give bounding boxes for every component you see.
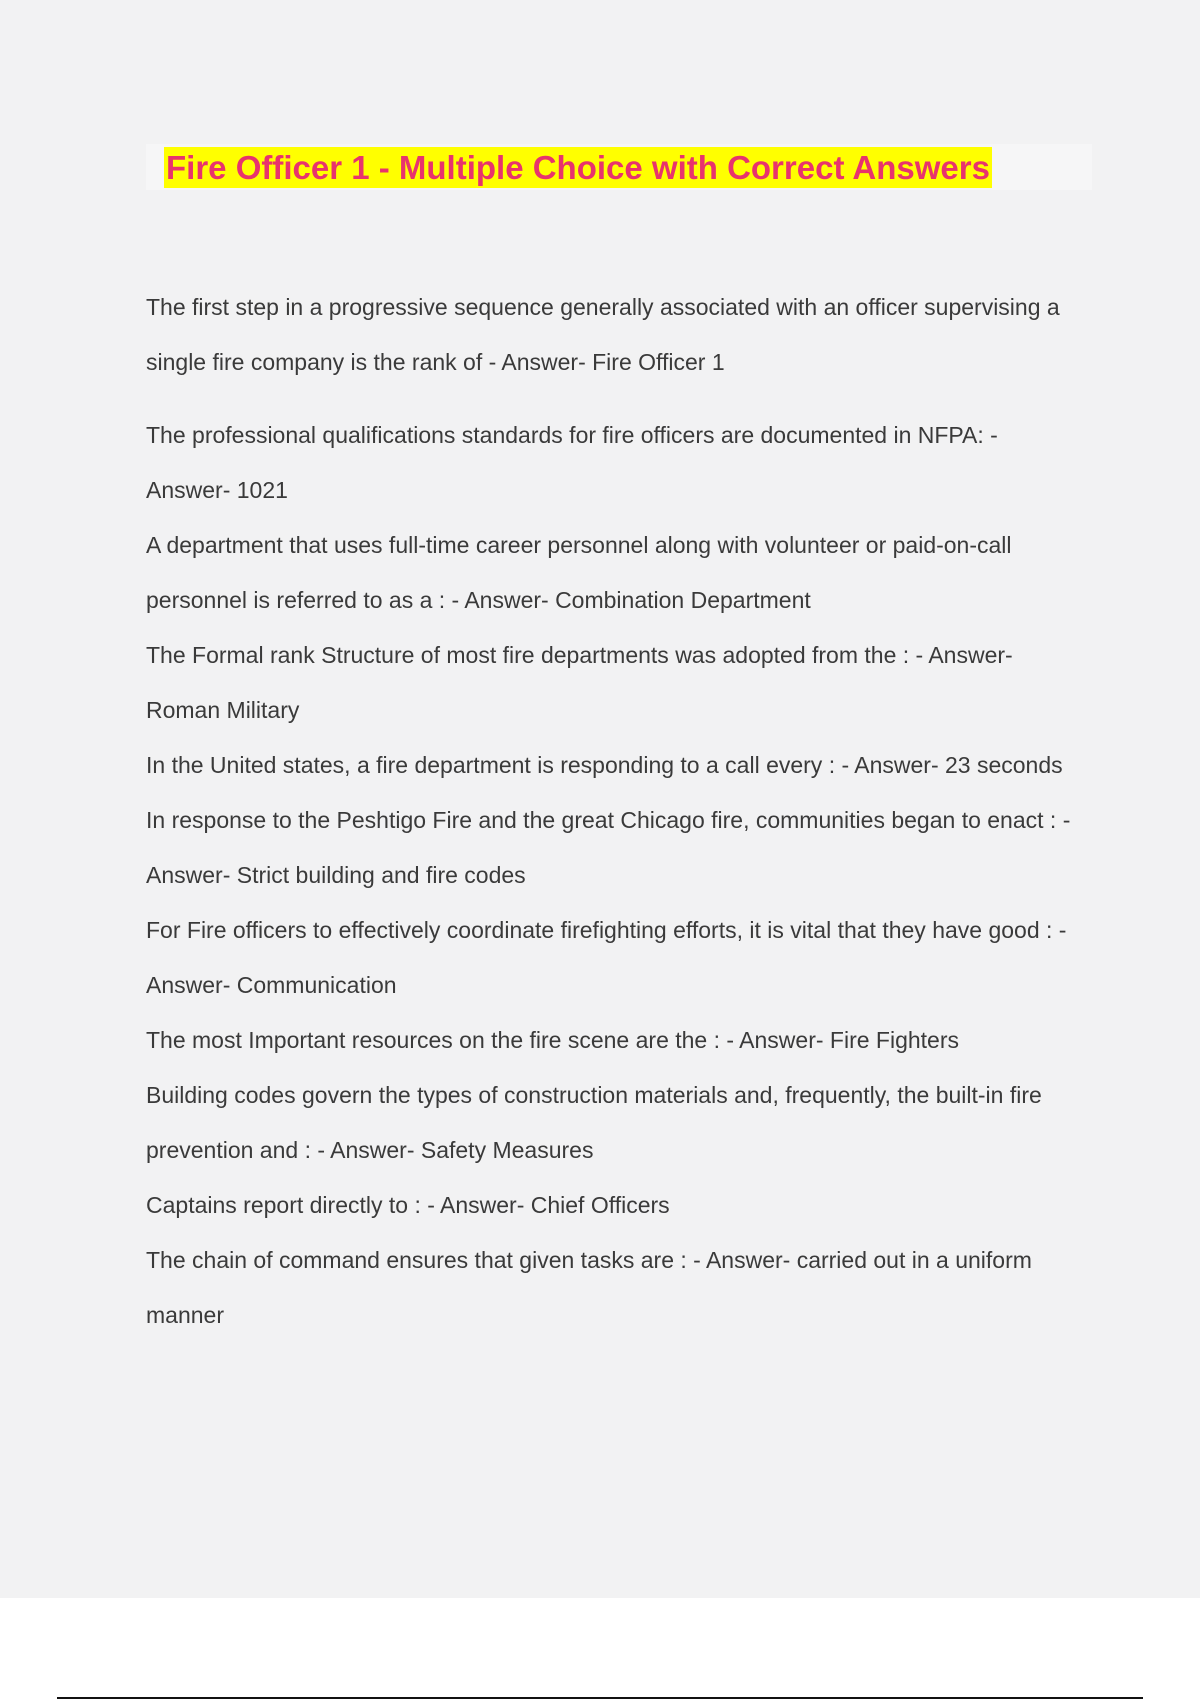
qa-item: In response to the Peshtigo Fire and the great Chicago fire, communities began to enact : - Answer- Strict building and fire codes bbox=[146, 807, 1071, 888]
qa-item: The most Important resources on the fire scene are the : - Answer- Fire Fighters bbox=[146, 1027, 959, 1053]
footer-rule bbox=[57, 1697, 1143, 1699]
qa-list bbox=[146, 280, 1086, 1343]
qa-item: Captains report directly to : - Answer- Chief Officers bbox=[146, 1192, 670, 1218]
qa-item: In the United states, a fire department is responding to a call every : - Answer- 23 seconds bbox=[146, 752, 1063, 778]
qa-item: The Formal rank Structure of most fire departments was adopted from the : - Answer- Roman Military bbox=[146, 642, 1013, 723]
qa-item: Building codes govern the types of construction materials and, frequently, the built-in fire prevention and : - Answer- Safety Measures bbox=[146, 1082, 1042, 1163]
qa-item: A department that uses full-time career personnel along with volunteer or paid-on-call personnel is referred to as a : - Answer- Combination Department bbox=[146, 532, 1012, 613]
document-title: Fire Officer 1 - Multiple Choice with Correct Answers bbox=[166, 149, 990, 186]
qa-item: The first step in a progressive sequence generally associated with an officer supervising a single fire company is the rank of - Answer- Fire Officer 1 bbox=[146, 294, 1060, 375]
qa-item: For Fire officers to effectively coordinate firefighting efforts, it is vital that they have good : - Answer- Communication bbox=[146, 917, 1067, 998]
qa-item: The professional qualifications standards for fire officers are documented in NFPA: - Answer- 1021 bbox=[146, 422, 998, 503]
qa-item: The chain of command ensures that given tasks are : - Answer- carried out in a uniform manner bbox=[146, 1247, 1032, 1328]
